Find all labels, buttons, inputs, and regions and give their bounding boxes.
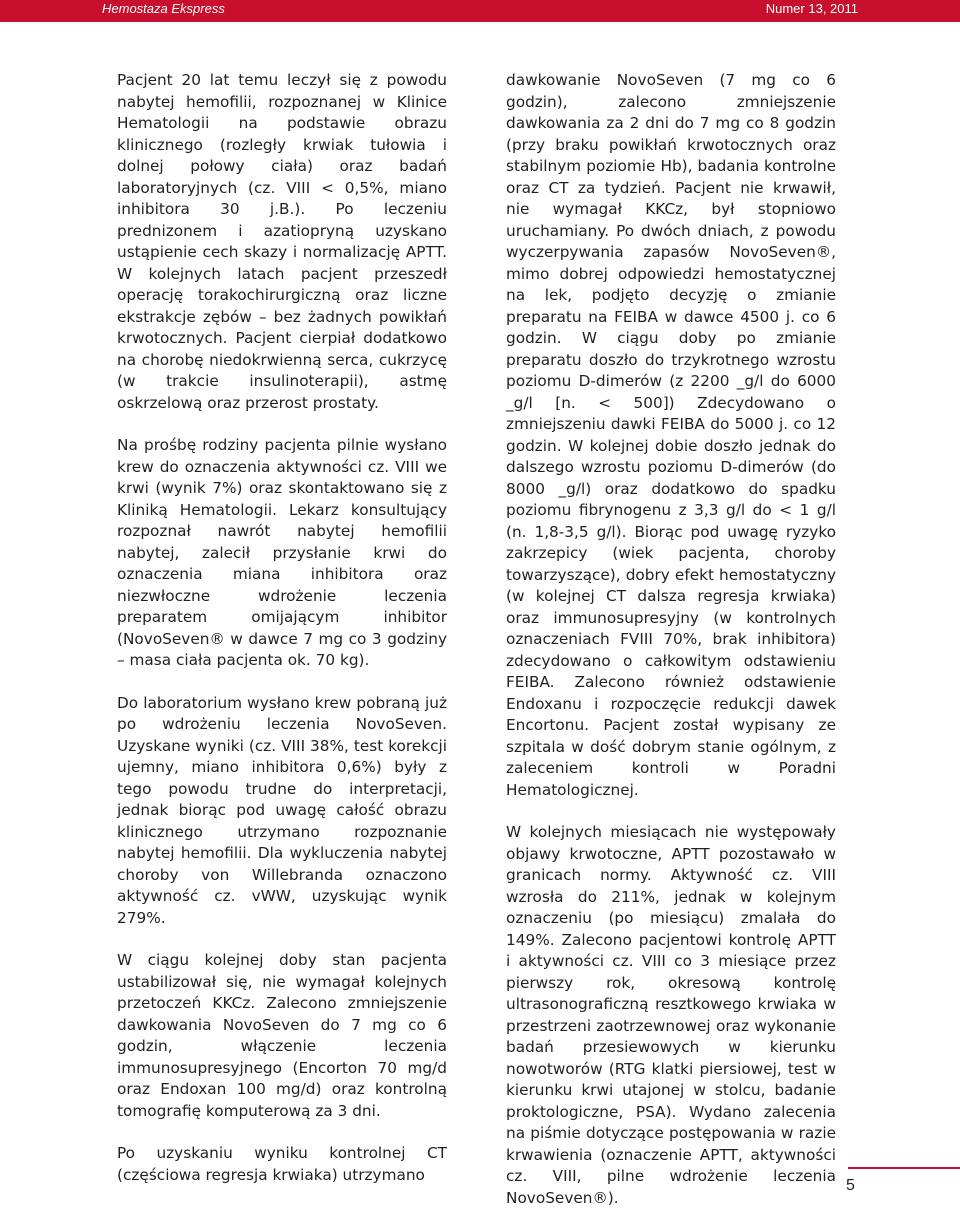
paragraph: Pacjent 20 lat temu leczył się z powodu nabytej hemofilii, rozpoznanej w Klinice Hematologii na podstawie obrazu klinicznego (rozległy krwiak tułowia i dolnej połowy ciała) oraz badań laboratoryjnych (cz. VIII < 0,5%, miano inhibitora 30 j.B.). Po leczeniu prednizonem i azatiopryną uzyskano ustąpienie cech skazy i normalizację APTT. W kolejnych latach pacjent przeszedł operację torakochirurgiczną oraz liczne ekstrakcje zębów – bez żadnych powikłań krwotocznych. Pacjent cierpiał dodatkowo na chorobę niedokrwienną serca, cukrzycę (w trakcie insulinoterapii), astmę oskrzelową oraz przerost prostaty. — [117, 71, 447, 412]
paragraph: Do laboratorium wysłano krew pobraną już po wdrożeniu leczenia NovoSeven. Uzyskane wyniki (cz. VIII 38%, test korekcji ujemny, miano inhibitora 0,6%) były z tego powodu trudne do interpretacji, jednak biorąc pod uwagę całość obrazu klinicznego utrzymano rozpoznanie nabytej hemofilii. Dla wykluczenia nabytej choroby von Willebranda oznaczono aktywność cz. vWW, uzyskując wynik 279%. — [117, 693, 447, 927]
paragraph: dawkowanie NovoSeven (7 mg co 6 godzin), zalecono zmniejszenie dawkowania za 2 dni do 7 mg co 8 godzin (przy braku powikłań krwotocznych oraz stabilnym poziomie Hb), badania kontrolne oraz CT za tydzień. Pacjent nie krwawił, nie wymagał KKCz, był stopniowo uruchamiany. Po dwóch dniach, z powodu wyczerpywania zapasów NovoSeven®, mimo dobrej odpowiedzi hemostatycznej na lek, podjęto decyzję o zmianie preparatu na FEIBA w dawce 4500 j. co 6 godzin. W ciągu doby po zmianie preparatu doszło do trzykrotnego wzrostu poziomu D-dimerów (z 2200 _g/l do 6000 _g/l [n. < 500]) Zdecydowano o zmniejszeniu dawki FEIBA do 5000 j. co 12 godzin. W kolejnej dobie doszło jednak do dalszego wzrostu poziomu D-dimerów (do 8000 _g/l) oraz dodatkowo do spadku poziomu fibrynogenu z 3,3 g/l do < 1 g/l (n. 1,8-3,5 g/l). Biorąc pod uwagę ryzyko zakrzepicy (wiek pacjenta, choroby towarzyszące), dobry efekt hemostatyczny (w kolejnej CT dalsza regresja krwiaka) oraz immunosupresyjny (w kontrolnych oznaczeniach FVIII 70%, brak inhibitora) zdecydowano o całkowitym odstawieniu FEIBA. Zalecono również odstawienie Endoxanu i rozpoczęcie redukcji dawek Encortonu. Pacjent został wypisany ze szpitala w dość dobrym stanie ogólnym, z zaleceniem kontroli w Poradni Hematologicznej. — [506, 71, 836, 799]
paragraph: W kolejnych miesiącach nie występowały objawy krwotoczne, APTT pozostawało w granicach normy. Aktywność cz. VIII wzrosła do 211%, jednak w kolejnym oznaczeniu (po miesiącu) zmalała do 149%. Zalecono pacjentowi kontrolę APTT i aktywności cz. VIII co 3 miesiące przez pierwszy rok, okresową kontrolę ultrasonograficzną resztkowego krwiaka w przestrzeni zaotrzewnowej oraz wykonanie badań przesiewowych w kierunku nowotworów (RTG klatki piersiowej, test w kierunku krwi utajonej w stolcu, badanie proktologiczne, PSA). Wydano zalecenia na piśmie dotyczące postępowania w razie krwawienia (oznaczenie APTT, aktywności cz. VIII, pilne wdrożenie leczenia NovoSeven®). — [506, 823, 836, 1207]
issue-number: Numer 13, 2011 — [765, 1, 858, 16]
paragraph: Na prośbę rodziny pacjenta pilnie wysłano krew do oznaczenia aktywności cz. VIII we krwi (wynik 7%) oraz skontaktowano się z Kliniką Hematologii. Lekarz konsultujący rozpoznał nawrót nabytej hemofilii nabytej, zalecił przysłanie krwi do oznaczenia miana inhibitora oraz niezwłoczne wdrożenie leczenia preparatem omijającym inhibitor (NovoSeven® w dawce 7 mg co 3 godziny – masa ciała pacjenta ok. 70 kg). — [117, 436, 447, 669]
journal-title: Hemostaza Ekspress — [102, 1, 225, 16]
page-number: 5 — [846, 1177, 855, 1194]
footer-rule — [848, 1167, 960, 1169]
left-column — [117, 70, 447, 1207]
paragraph: W ciągu kolejnej doby stan pacjenta ustabilizował się, nie wymagał kolejnych przetoczeń KKCz. Zalecono zmniejszenie dawkowania NovoSeven do 7 mg co 6 godzin, włączenie leczenia immunosupresyjnego (Encorton 70 mg/d oraz Endoxan 100 mg/d) oraz kontrolną tomografię komputerową za 3 dni. — [117, 951, 447, 1120]
right-column — [506, 70, 836, 1230]
paragraph: Po uzyskaniu wyniku kontrolnej CT (częściowa regresja krwiaka) utrzymano — [117, 1144, 447, 1184]
running-header — [0, 0, 960, 22]
